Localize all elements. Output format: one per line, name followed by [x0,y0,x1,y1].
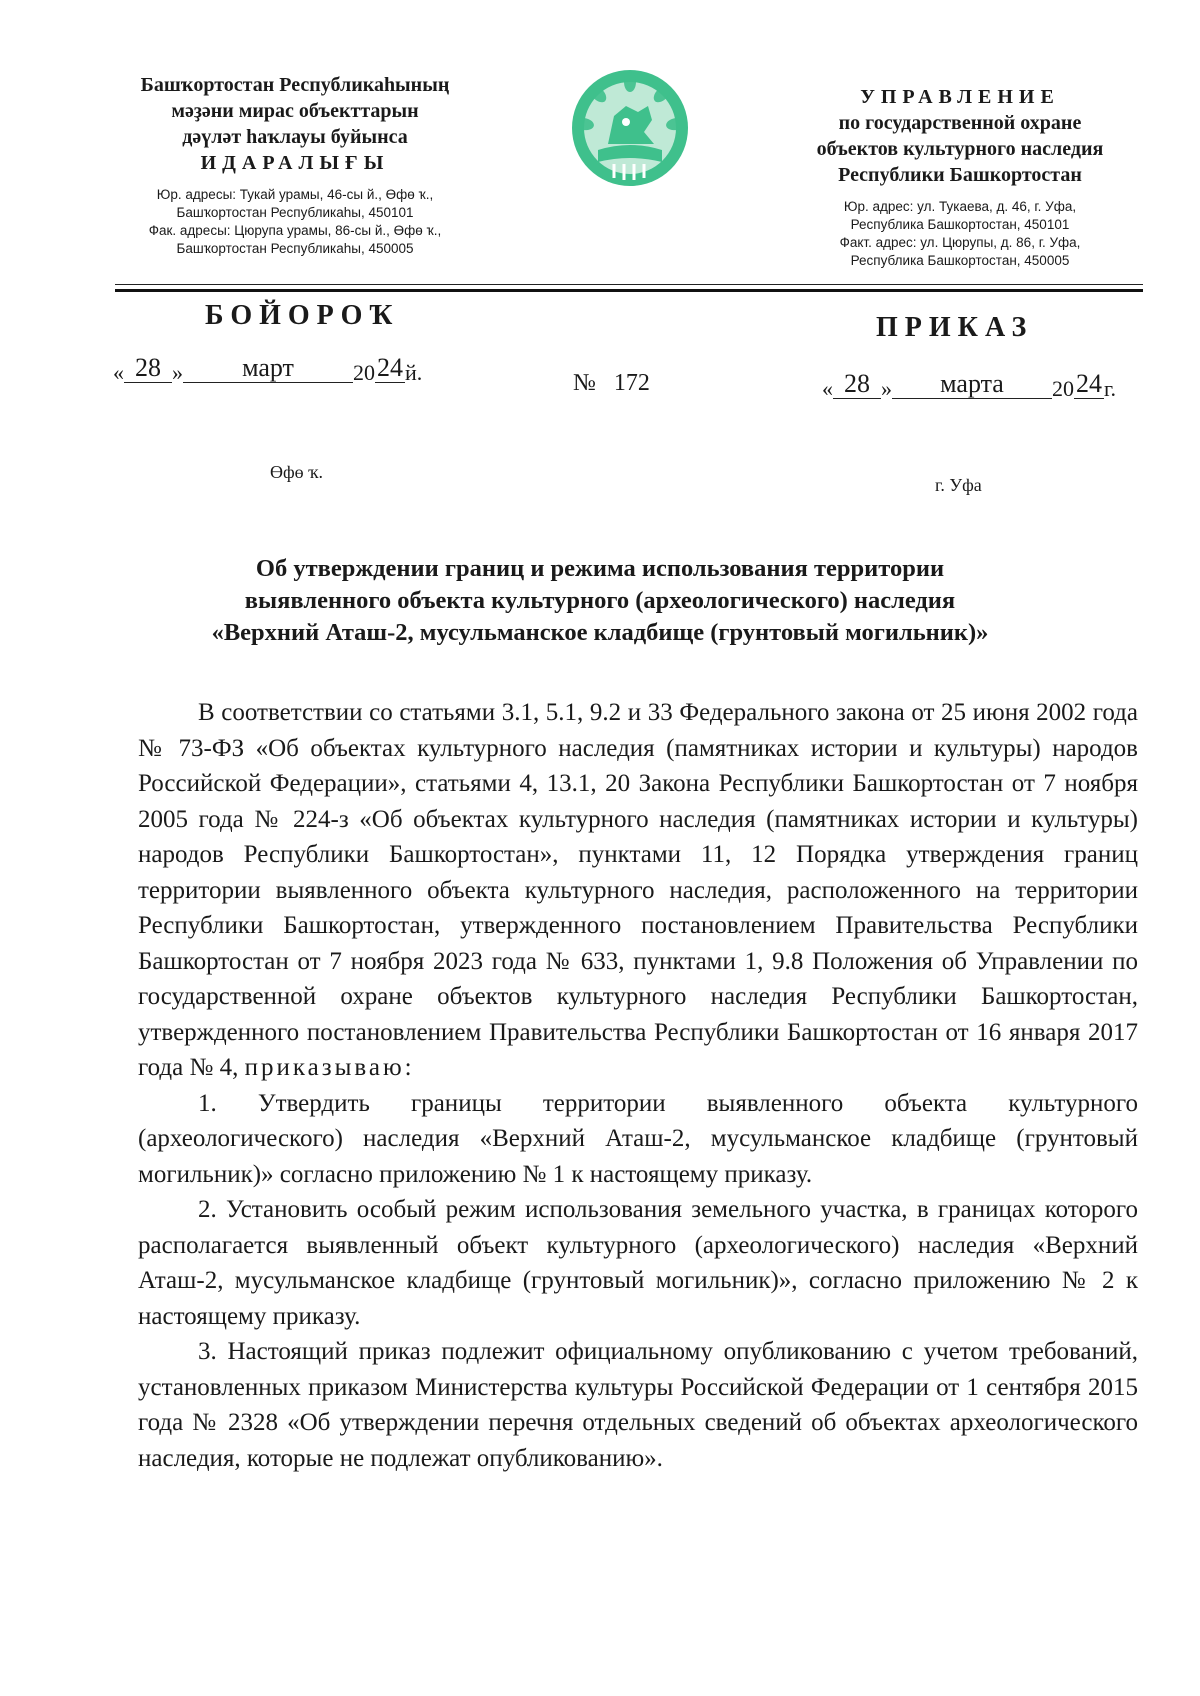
date-right-suffix: г. [1104,376,1117,401]
date-left-day: 28 [124,354,172,383]
date-right-month: марта [892,370,1052,399]
title-line-3: «Верхний Аташ-2, мусульманское кладбище (грунтовый могильник)» [211,619,989,646]
header-left-line3: дәүләт һаҡлауы буйынса [182,126,408,148]
body-paragraph-item-3: 3. Настоящий приказ подлежит официальному опубликованию с учетом требований, установленных приказом Министерства культуры Российской Федерации от 1 сентября 2015 года № 2328 «Об утверждении перечня отдельных сведений об объектах археологического наследия, которые не подлежат опубликованию». [138,1338,1138,1472]
city-russian: г. Уфа [935,475,982,495]
header-left-line1: Башҡортостан Республикаһының [140,74,450,96]
date-left-year-suffix: 24 [377,353,403,382]
header-left-addr-2: Башҡортостан Республикаһы, 450101 [176,205,414,220]
order-number-label: № [573,370,596,396]
preamble-text: В соответствии со статьями 3.1, 5.1, 9.2 и 33 Федерального закона от 25 июня 2002 года № 73-ФЗ «Об объектах культурного наследия (памятниках истории и культуры) народов Российской Федерации», статьями 4, 13.1, 20 Закона Республики Башкортостан от 7 ноября 2005 года № 224-з «Об объектах культурного наследия (памятниках истории и культуры) народов Республики Башкортостан», пунктами 11, 12 Порядка утверждения границ территории выявленного объекта культурного наследия, расположенного на территории Республики Башкортостан, утвержденного постановлением Правительства Республики Башкортостан от 7 ноября 2023 года № 633, пунктами 1, 9.8 Положения об Управлении по государственной охране объектов культурного наследия Республики Башкортостан, утвержденного постановлением Правительства Республики Башкортостан от 16 января 2017 года № 4, [138,699,1138,1081]
header-right-line2: по государственной охране [838,112,1082,134]
title-line-1: Об утверждении границ и режима использования территории [255,555,945,582]
doc-type-russian: ПРИКАЗ [876,312,1034,343]
date-right-year-prefix: 20 [1052,376,1074,401]
coat-of-arms-icon [568,66,692,190]
date-right-year-suffix: 24 [1076,369,1102,398]
city-bashkir: Өфө ҡ. [270,462,323,482]
body-paragraph-item-2: 2. Установить особый режим использования земельного участка, в границах которого располагается выявленный объект культурного (археологического) наследия «Верхний Аташ-2, мусульманское кладбище (грунтовый могильник)», согласно приложению № 2 к настоящему приказу. [138,1196,1138,1330]
header-right-addr-3: Факт. адрес: ул. Цюрупы, д. 86, г. Уфа, [839,235,1081,250]
order-word: приказываю: [244,1054,415,1081]
header-left [105,72,485,258]
header-right-addr-4: Республика Башкортостан, 450005 [850,253,1070,268]
header-right [785,84,1135,270]
body-paragraph-item-1: 1. Утвердить границы территории выявленного объекта культурного (археологического) наследия «Верхний Аташ-2, мусульманское кладбище (грунтовый могильник)» согласно приложению № 1 к настоящему приказу. [138,1089,1138,1188]
date-left-suffix: й. [405,360,423,385]
order-number [573,370,650,397]
order-number-value: 172 [613,370,650,396]
header-right-line3: объектов культурного наследия [816,138,1104,160]
document-title [150,553,1050,649]
title-line-2: выявленного объекта культурного (археологического) наследия [244,587,956,614]
header-right-line1: УПРАВЛЕНИЕ [860,86,1060,108]
date-left-year-prefix: 20 [353,360,375,385]
header-divider-thin [115,284,1143,285]
date-right [822,369,1117,403]
header-left-addr-3: Фак. адресы: Цюрупа урамы, 86-сы й., Өфө ҡ., [148,223,442,238]
date-left [113,353,423,387]
header-divider-thick [115,289,1143,292]
header-left-line4: ИДАРАЛЫҒЫ [200,152,390,174]
header-right-addr-2: Республика Башкортостан, 450101 [850,217,1070,232]
body-paragraph-preamble [138,695,1138,1086]
doc-type-bashkir: БОЙОРОҠ [205,300,400,331]
date-right-day: 28 [833,370,881,399]
document-body [138,695,1138,1476]
header-left-addr-1: Юр. адресы: Тукай урамы, 46-сы й., Өфө ҡ., [156,187,434,202]
header-left-line2: мәҙәни мирас объекттарын [171,100,419,122]
header-right-addr-1: Юр. адрес: ул. Тукаева, д. 46, г. Уфа, [843,199,1077,214]
date-right-close-quote: » [881,376,892,401]
header-right-line4: Республики Башкортостан [838,164,1082,186]
header-right-address [785,198,1135,270]
date-right-open-quote: « [822,376,833,401]
header-left-addr-4: Башҡортостан Республикаһы, 450005 [176,241,414,256]
date-left-open-quote: « [113,360,124,385]
date-left-close-quote: » [172,360,183,385]
date-left-month: март [183,354,353,383]
header-left-address [105,186,485,258]
